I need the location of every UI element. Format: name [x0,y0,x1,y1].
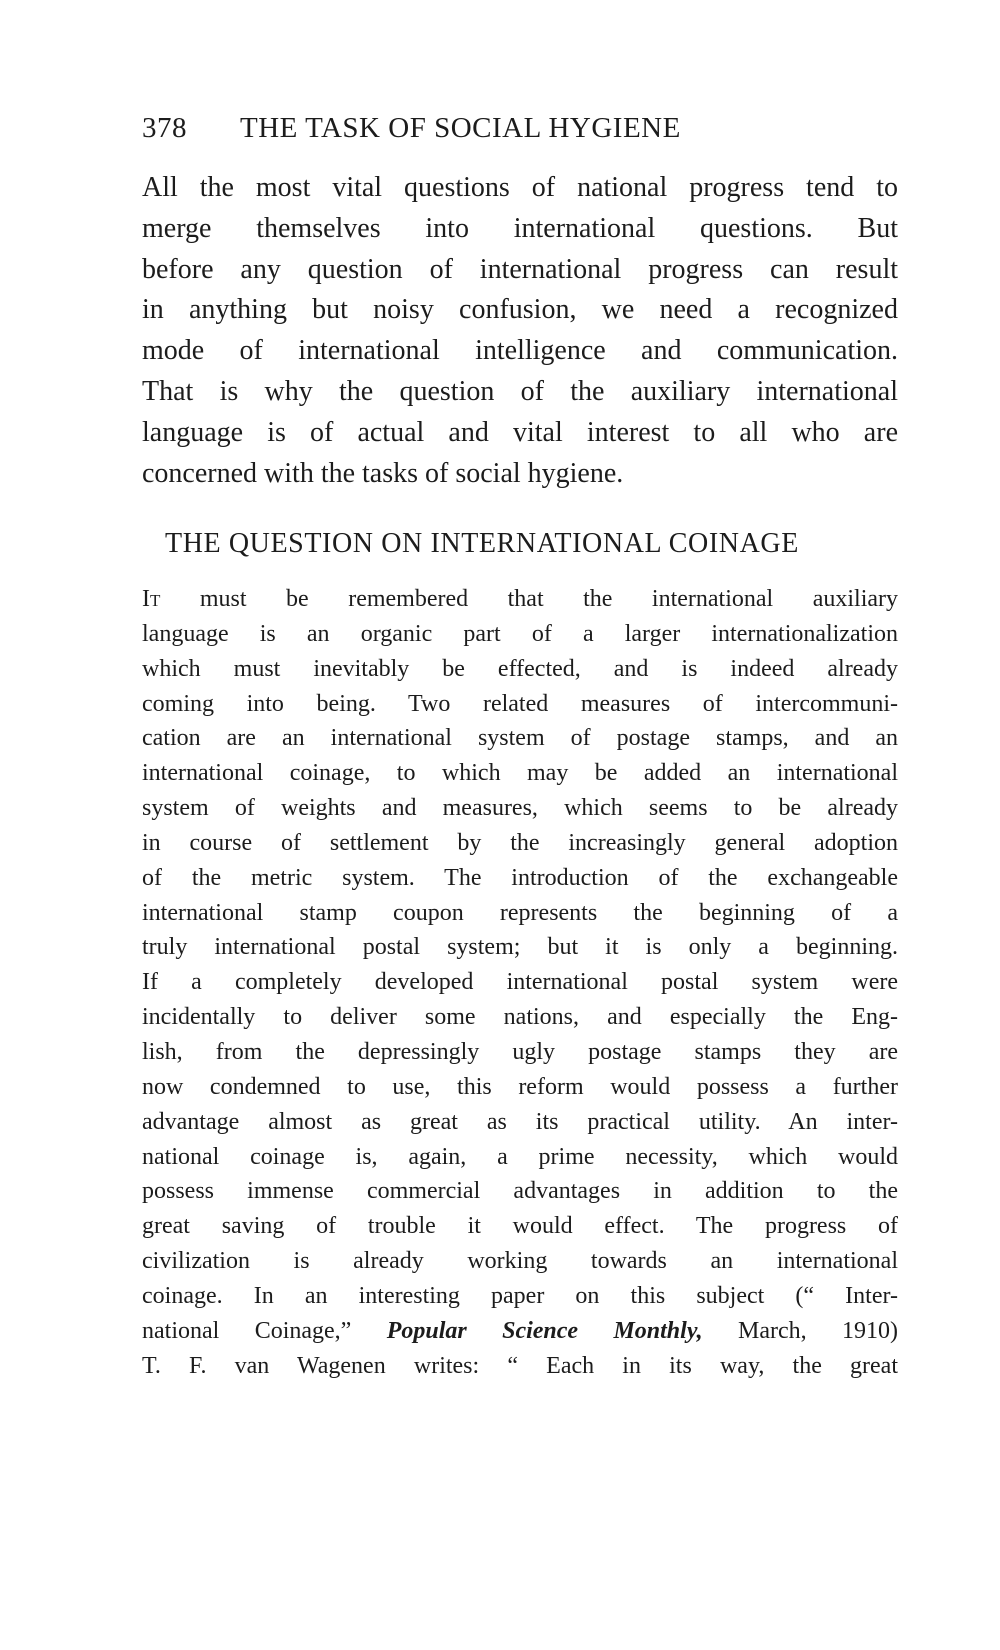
text-line: All the most vital questions of national progress tend to [142,172,898,203]
text-line: of the metric system. The introduction of the exchangeable [142,864,898,891]
text-line: in anything but noisy confusion, we need a recognized [142,294,898,326]
text-line: international coinage, to which may be added an international [142,760,898,787]
text-line: great saving of trouble it would effect. The progress of [142,1213,898,1240]
text-line: mode of international intelligence and communication. [142,335,898,367]
text-line: advantage almost as great as its practical utility. An inter- [142,1108,898,1135]
text-line: civilization is already working towards an international [142,1248,898,1275]
text-line: If a completely developed international postal system were [142,969,898,996]
text-line: concerned with the tasks of social hygiene. [142,457,624,489]
text-line: cation are an international system of postage stamps, and an [142,725,898,752]
text-line: system of weights and measures, which seems to be already [142,795,898,822]
text-line: possess immense commercial advantages in addition to the [142,1178,898,1205]
text-line: coming into being. Two related measures of intercommuni- [142,690,898,717]
citation-before: national Coinage,” [142,1317,387,1344]
text-line: language is of actual and vital interest to all who are [142,416,898,448]
citation-after: March, 1910) [702,1317,898,1344]
section-heading: THE QUESTION ON INTERNATIONAL COINAGE [165,528,799,559]
citation-line [142,1314,898,1349]
text-line-last: T. F. van Wagenen writes: “ Each in its way, the great [142,1352,898,1379]
text-line: merge themselves into international questions. But [142,212,898,244]
text-line-first [142,582,898,617]
text-line: language is an organic part of a larger internationalization [142,620,898,647]
text-line: coinage. In an interesting paper on this subject (“ Inter- [142,1282,898,1309]
text-line: truly international postal system; but it is only a beginning. [142,934,898,961]
dropcap-word: It [142,586,161,612]
text-line: before any question of international progress can result [142,253,898,285]
text-line: incidentally to deliver some nations, and especially the Eng- [142,1004,898,1031]
text-line: international stamp coupon represents the beginning of a [142,899,898,926]
text-line: which must inevitably be effected, and is indeed already [142,655,898,682]
page-number: 378 [142,112,187,144]
paragraph-international-questions [142,168,898,494]
journal-title: Popular Science Monthly, [386,1317,703,1344]
text-line: in course of settlement by the increasingly general adoption [142,829,898,856]
text-line: national coinage is, again, a prime necessity, which would [142,1143,898,1170]
text-line: now condemned to use, this reform would possess a further [142,1073,898,1100]
running-head [142,112,902,158]
first-line-rest: must be remembered that the international auxiliary [160,586,898,612]
text-line: lish, from the depressingly ugly postage stamps they are [142,1038,898,1065]
paragraph-international-coinage [142,582,898,1383]
running-head-title: THE TASK OF SOCIAL HYGIENE [240,112,681,144]
text-line: That is why the question of the auxiliary international [142,375,898,407]
